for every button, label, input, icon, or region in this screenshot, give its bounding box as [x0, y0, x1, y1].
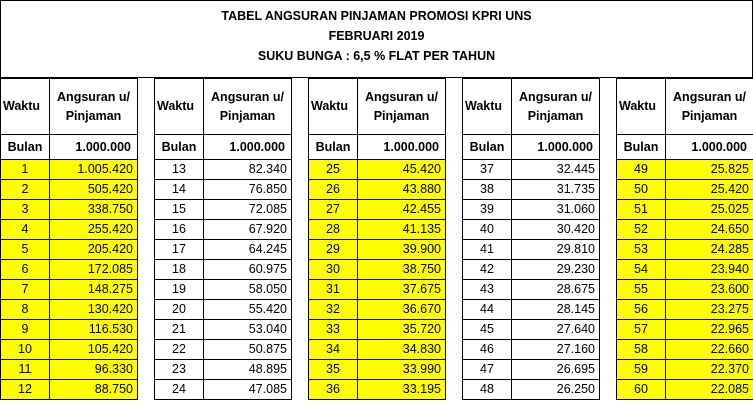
installment-cell: 24.650 — [666, 220, 753, 240]
installment-cell: 39.900 — [358, 240, 446, 260]
installment-cell: 53.040 — [204, 320, 292, 340]
table-row — [463, 300, 600, 320]
installment-cell: 26.695 — [512, 360, 600, 380]
installment-cell: 45.420 — [358, 160, 446, 180]
month-cell: 36 — [309, 380, 358, 400]
month-cell: 15 — [155, 200, 204, 220]
month-cell: 19 — [155, 280, 204, 300]
table-row — [617, 160, 753, 180]
installment-cell: 32.445 — [512, 160, 600, 180]
month-cell: 52 — [617, 220, 666, 240]
angsuran-header — [204, 79, 292, 135]
table-row — [1, 360, 138, 380]
installment-cell: 29.810 — [512, 240, 600, 260]
table-row — [617, 180, 753, 200]
installment-cell: 33.195 — [358, 380, 446, 400]
month-cell: 41 — [463, 240, 512, 260]
table-row — [309, 180, 446, 200]
angsuran-header-line2: Pinjaman — [681, 108, 738, 123]
bulan-header: Bulan — [1, 135, 50, 160]
month-cell: 33 — [309, 320, 358, 340]
table-row — [309, 220, 446, 240]
installment-cell: 25.825 — [666, 160, 753, 180]
table-row — [309, 340, 446, 360]
month-cell: 39 — [463, 200, 512, 220]
table-row — [1, 160, 138, 180]
installment-table-block — [0, 78, 138, 400]
table-row — [309, 300, 446, 320]
installment-cell: 22.660 — [666, 340, 753, 360]
table-row — [463, 180, 600, 200]
month-cell: 56 — [617, 300, 666, 320]
installment-table-block — [616, 78, 753, 400]
table-row — [309, 240, 446, 260]
waktu-header: Waktu — [155, 79, 204, 135]
installment-cell: 26.250 — [512, 380, 600, 400]
installment-cell: 50.875 — [204, 340, 292, 360]
angsuran-header-line2: Pinjaman — [373, 108, 430, 123]
table-row — [155, 340, 292, 360]
month-cell: 34 — [309, 340, 358, 360]
table-row — [463, 200, 600, 220]
installment-cell: 338.750 — [50, 200, 138, 220]
table-row — [155, 180, 292, 200]
angsuran-header-line1: Angsuran u/ — [365, 89, 438, 104]
table-row — [155, 300, 292, 320]
table-row — [617, 300, 753, 320]
installment-cell: 47.085 — [204, 380, 292, 400]
table-row — [155, 360, 292, 380]
installment-cell: 38.750 — [358, 260, 446, 280]
table-row — [617, 200, 753, 220]
table-row — [309, 160, 446, 180]
angsuran-header — [512, 79, 600, 135]
month-cell: 10 — [1, 340, 50, 360]
month-cell: 3 — [1, 200, 50, 220]
table-row — [463, 160, 600, 180]
title-line-1: TABEL ANGSURAN PINJAMAN PROMOSI KPRI UNS — [221, 9, 532, 23]
table-row — [617, 240, 753, 260]
month-cell: 60 — [617, 380, 666, 400]
installment-cell: 96.330 — [50, 360, 138, 380]
month-cell: 54 — [617, 260, 666, 280]
month-cell: 42 — [463, 260, 512, 280]
angsuran-header-line1: Angsuran u/ — [673, 89, 746, 104]
installment-cell: 23.940 — [666, 260, 753, 280]
installment-cell: 60.975 — [204, 260, 292, 280]
month-cell: 30 — [309, 260, 358, 280]
month-cell: 59 — [617, 360, 666, 380]
installment-cell: 130.420 — [50, 300, 138, 320]
month-cell: 24 — [155, 380, 204, 400]
loan-amount-header: 1.000.000 — [50, 135, 138, 160]
angsuran-header — [666, 79, 753, 135]
month-cell: 21 — [155, 320, 204, 340]
installment-cell: 33.990 — [358, 360, 446, 380]
table-row — [463, 360, 600, 380]
angsuran-header-line2: Pinjaman — [527, 108, 584, 123]
installment-cell: 36.670 — [358, 300, 446, 320]
angsuran-header-line1: Angsuran u/ — [519, 89, 592, 104]
table-row — [155, 280, 292, 300]
installment-cell: 28.145 — [512, 300, 600, 320]
month-cell: 14 — [155, 180, 204, 200]
installment-cell: 58.050 — [204, 280, 292, 300]
angsuran-header-line1: Angsuran u/ — [211, 89, 284, 104]
installment-cell: 23.600 — [666, 280, 753, 300]
installment-cell: 22.085 — [666, 380, 753, 400]
table-row — [1, 220, 138, 240]
month-cell: 38 — [463, 180, 512, 200]
month-cell: 57 — [617, 320, 666, 340]
month-cell: 49 — [617, 160, 666, 180]
month-cell: 26 — [309, 180, 358, 200]
table-row — [155, 260, 292, 280]
angsuran-header-line2: Pinjaman — [65, 108, 122, 123]
installment-cell: 72.085 — [204, 200, 292, 220]
installment-cell: 27.640 — [512, 320, 600, 340]
installment-cell: 25.420 — [666, 180, 753, 200]
month-cell: 22 — [155, 340, 204, 360]
installment-table-block — [154, 78, 292, 400]
month-cell: 11 — [1, 360, 50, 380]
angsuran-header-line2: Pinjaman — [219, 108, 276, 123]
table-row — [1, 280, 138, 300]
installment-cell: 205.420 — [50, 240, 138, 260]
installment-cell: 172.085 — [50, 260, 138, 280]
installment-cell: 76.850 — [204, 180, 292, 200]
installment-cell: 31.735 — [512, 180, 600, 200]
table-row — [309, 260, 446, 280]
installment-cell: 30.420 — [512, 220, 600, 240]
table-row — [617, 220, 753, 240]
month-cell: 44 — [463, 300, 512, 320]
waktu-header: Waktu — [309, 79, 358, 135]
table-row — [1, 240, 138, 260]
bulan-header: Bulan — [617, 135, 666, 160]
waktu-header: Waktu — [463, 79, 512, 135]
installment-cell: 255.420 — [50, 220, 138, 240]
loan-amount-header: 1.000.000 — [358, 135, 446, 160]
table-row — [155, 200, 292, 220]
title-line-3: SUKU BUNGA : 6,5 % FLAT PER TAHUN — [257, 49, 496, 63]
installment-cell: 82.340 — [204, 160, 292, 180]
month-cell: 31 — [309, 280, 358, 300]
table-row — [309, 280, 446, 300]
table-row — [617, 320, 753, 340]
angsuran-header — [358, 79, 446, 135]
table-row — [463, 260, 600, 280]
table-row — [617, 280, 753, 300]
month-cell: 12 — [1, 380, 50, 400]
table-row — [463, 240, 600, 260]
installment-cell: 42.455 — [358, 200, 446, 220]
table-row — [1, 320, 138, 340]
month-cell: 53 — [617, 240, 666, 260]
month-cell: 20 — [155, 300, 204, 320]
month-cell: 43 — [463, 280, 512, 300]
month-cell: 5 — [1, 240, 50, 260]
loan-amount-header: 1.000.000 — [204, 135, 292, 160]
month-cell: 7 — [1, 280, 50, 300]
bulan-header: Bulan — [309, 135, 358, 160]
loan-amount-header: 1.000.000 — [512, 135, 600, 160]
table-row — [617, 260, 753, 280]
installment-cell: 25.025 — [666, 200, 753, 220]
month-cell: 50 — [617, 180, 666, 200]
table-title-header — [0, 0, 753, 78]
month-cell: 37 — [463, 160, 512, 180]
table-row — [463, 280, 600, 300]
table-row — [309, 380, 446, 400]
month-cell: 47 — [463, 360, 512, 380]
installment-table-block — [462, 78, 600, 400]
table-row — [155, 160, 292, 180]
installment-cell: 28.675 — [512, 280, 600, 300]
installment-cell: 23.275 — [666, 300, 753, 320]
month-cell: 17 — [155, 240, 204, 260]
installment-cell: 48.895 — [204, 360, 292, 380]
installment-cell: 43.880 — [358, 180, 446, 200]
month-cell: 58 — [617, 340, 666, 360]
table-row — [463, 320, 600, 340]
waktu-header: Waktu — [1, 79, 50, 135]
table-row — [463, 340, 600, 360]
month-cell: 1 — [1, 160, 50, 180]
table-row — [617, 340, 753, 360]
month-cell: 28 — [309, 220, 358, 240]
month-cell: 8 — [1, 300, 50, 320]
table-row — [1, 180, 138, 200]
installment-cell: 148.275 — [50, 280, 138, 300]
installment-cell: 64.245 — [204, 240, 292, 260]
angsuran-header — [50, 79, 138, 135]
installment-cell: 31.060 — [512, 200, 600, 220]
month-cell: 35 — [309, 360, 358, 380]
month-cell: 29 — [309, 240, 358, 260]
waktu-header: Waktu — [617, 79, 666, 135]
month-cell: 32 — [309, 300, 358, 320]
month-cell: 13 — [155, 160, 204, 180]
installment-cell: 29.230 — [512, 260, 600, 280]
bulan-header: Bulan — [155, 135, 204, 160]
installment-cell: 34.830 — [358, 340, 446, 360]
table-row — [463, 220, 600, 240]
table-row — [1, 200, 138, 220]
installment-cell: 55.420 — [204, 300, 292, 320]
installment-cell: 41.135 — [358, 220, 446, 240]
installment-cell: 88.750 — [50, 380, 138, 400]
month-cell: 16 — [155, 220, 204, 240]
month-cell: 46 — [463, 340, 512, 360]
month-cell: 27 — [309, 200, 358, 220]
installment-cell: 24.285 — [666, 240, 753, 260]
month-cell: 18 — [155, 260, 204, 280]
installment-cell: 116.530 — [50, 320, 138, 340]
table-row — [155, 380, 292, 400]
table-row — [617, 360, 753, 380]
month-cell: 25 — [309, 160, 358, 180]
month-cell: 9 — [1, 320, 50, 340]
table-row — [1, 300, 138, 320]
table-row — [1, 260, 138, 280]
installment-cell: 105.420 — [50, 340, 138, 360]
month-cell: 2 — [1, 180, 50, 200]
title-line-2: FEBRUARI 2019 — [328, 29, 425, 43]
table-row — [463, 380, 600, 400]
installment-cell: 35.720 — [358, 320, 446, 340]
month-cell: 4 — [1, 220, 50, 240]
table-row — [617, 380, 753, 400]
table-row — [309, 200, 446, 220]
installment-cell: 505.420 — [50, 180, 138, 200]
month-cell: 40 — [463, 220, 512, 240]
installment-cell: 1.005.420 — [50, 160, 138, 180]
installment-cell: 37.675 — [358, 280, 446, 300]
month-cell: 48 — [463, 380, 512, 400]
installment-cell: 22.370 — [666, 360, 753, 380]
table-row — [155, 320, 292, 340]
loan-amount-header: 1.000.000 — [666, 135, 753, 160]
table-row — [155, 220, 292, 240]
table-row — [1, 340, 138, 360]
table-row — [155, 240, 292, 260]
month-cell: 23 — [155, 360, 204, 380]
installment-cell: 22.965 — [666, 320, 753, 340]
month-cell: 45 — [463, 320, 512, 340]
table-row — [309, 320, 446, 340]
angsuran-header-line1: Angsuran u/ — [57, 89, 130, 104]
bulan-header: Bulan — [463, 135, 512, 160]
installment-table-block — [308, 78, 446, 400]
month-cell: 55 — [617, 280, 666, 300]
month-cell: 6 — [1, 260, 50, 280]
table-row — [309, 360, 446, 380]
month-cell: 51 — [617, 200, 666, 220]
installment-cell: 27.160 — [512, 340, 600, 360]
table-row — [1, 380, 138, 400]
installment-cell: 67.920 — [204, 220, 292, 240]
